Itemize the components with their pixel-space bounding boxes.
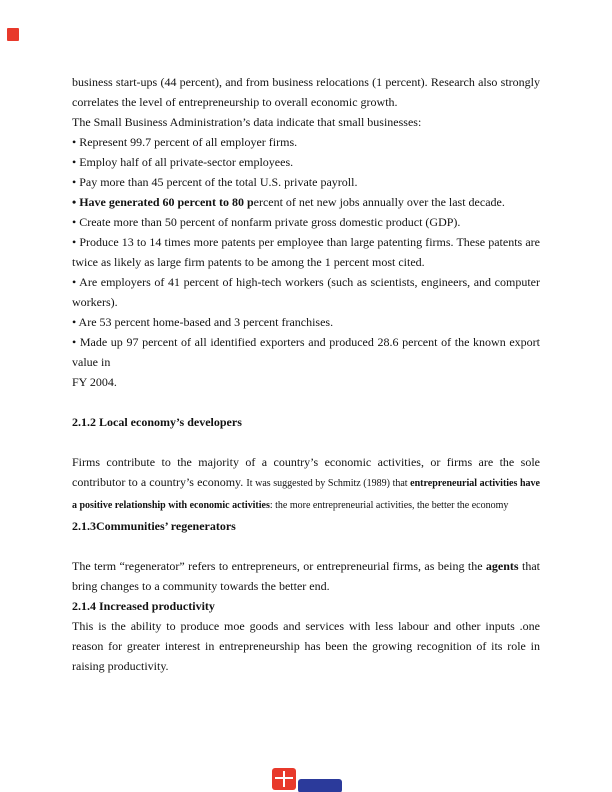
bullet-glyph: • [72,155,80,169]
bullet-glyph: • [72,215,80,229]
footer-logo [272,768,344,792]
bullet-text: Are employers of 41 percent of high-tech workers (such as scientists, engineers, and computer workers). [72,275,540,309]
bullet-item [72,332,540,372]
body-text-small: It was suggested by Schmitz (1989) that [246,478,411,489]
bullet-glyph: • [72,275,80,289]
bullet-item [72,212,540,232]
bullet-text: ercent of net new jobs annually over the last decade. [253,195,505,209]
section-2-1-3-paragraph [72,556,540,596]
bullet-glyph: • [72,335,80,349]
bullet-item [72,232,540,272]
section-2-1-4-paragraph: This is the ability to produce moe goods and services with less labour and other inputs .one reason for greater interest in entrepreneurship has been the growing recognition of its role in raising productivity. [72,619,540,673]
section-heading-2-1-2: 2.1.2 Local economy’s developers [72,415,242,429]
grid-icon-vline [283,771,285,787]
section-2-1-2-paragraph [72,452,540,516]
bullet-glyph: • [72,315,79,329]
bullet-text: Made up 97 percent of all identified exporters and produced 28.6 percent of the known export value in [72,335,540,369]
paragraph-intro: business start-ups (44 percent), and from business relocations (1 percent). Research also strongly correlates the level of entrepreneurship to overall economic growth. [72,75,540,109]
bullet-text: Produce 13 to 14 times more patents per employee than large patenting firms. These patents are twice as likely as large firm patents to be among the 1 percent most cited. [72,235,540,269]
body-text: that bring changes to a community towards the better end. [72,559,540,593]
footer-blue-bar [298,779,342,792]
footer-grid-icon [272,768,296,790]
body-text: Firms contribute to the majority of a country’s economic activities, or firms are the sole contributor to a country’s economy. [72,455,540,489]
body-text-small-bold: entrepreneurial activities have a positive relationship with economic activities [72,478,540,511]
body-text-small: : the more entrepreneurial activities, the better the economy [269,500,509,511]
body-text: The term “regenerator” refers to entrepreneurs, or entrepreneurial firms, as being the [72,559,486,573]
body-text-bold: agents [485,559,519,573]
sba-intro-line: The Small Business Administration’s data indicate that small businesses: [72,115,422,129]
bullet-item [72,172,540,192]
bullet-glyph: • [72,235,80,249]
bullet-text: Pay more than 45 percent of the total U.S. private payroll. [79,175,358,189]
section-heading-2-1-3: 2.1.3Communities’ regenerators [72,519,236,533]
bullet-text: Create more than 50 percent of nonfarm private gross domestic product (GDP). [79,215,461,229]
bullet-text: Represent 99.7 percent of all employer firms. [79,135,298,149]
document-body [72,72,540,676]
bullet-bold-text: • Have generated 60 percent to 80 p [72,195,254,209]
bullet-item [72,312,540,332]
bullet-item [72,272,540,312]
fy-line: FY 2004. [72,375,117,389]
bullet-item [72,132,540,152]
bullet-glyph: • [72,135,80,149]
bullet-text: Employ half of all private-sector employees. [79,155,294,169]
bullet-text: Are 53 percent home-based and 3 percent franchises. [78,315,334,329]
section-heading-2-1-4: 2.1.4 Increased productivity [72,599,215,613]
bullet-glyph: • [72,175,80,189]
corner-red-marker [7,28,19,41]
bullet-item [72,152,540,172]
bullet-item-bold [72,192,540,212]
